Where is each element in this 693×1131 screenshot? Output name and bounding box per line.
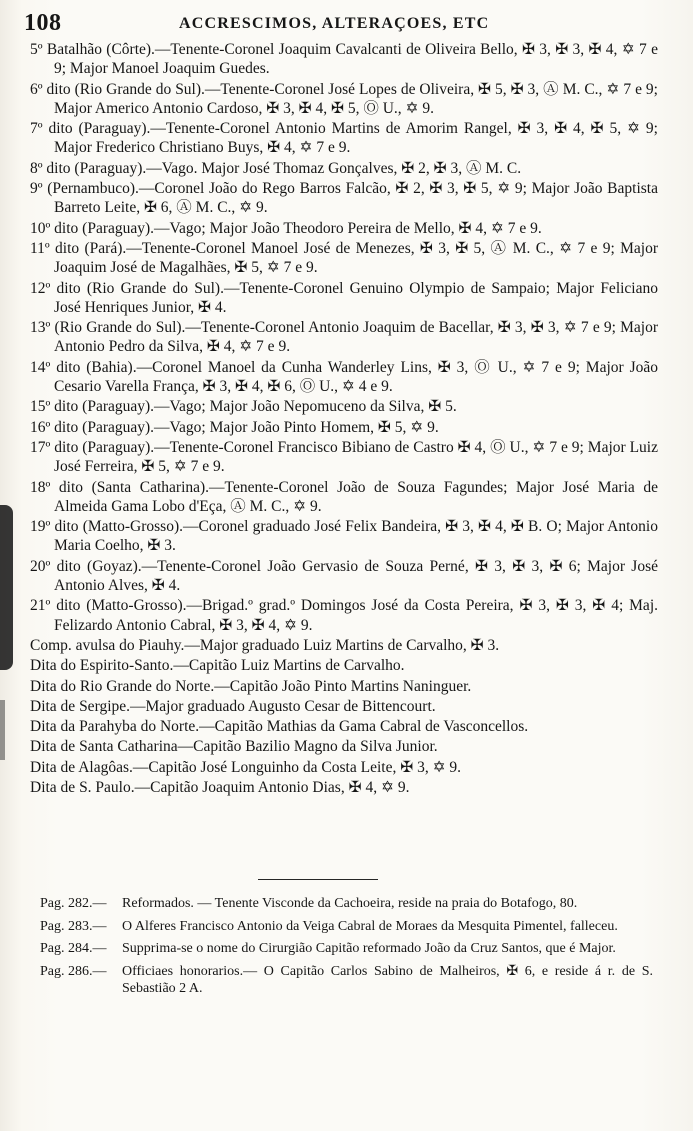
entry-battalion-19: 19º dito (Matto-Grosso).—Coronel graduado José Felix Bandeira, ✠ 3, ✠ 4, ✠ B. O; Major Antonio Maria Coelho, ✠ 3.	[30, 518, 658, 555]
note-page-286	[40, 963, 653, 998]
page-notes	[40, 895, 653, 1003]
running-title: ACCRESCIMOS, ALTERAÇOES, ETC	[179, 15, 490, 32]
entry-battalion-20: 20º dito (Goyaz).—Tenente-Coronel João Gervasio de Souza Perné, ✠ 3, ✠ 3, ✠ 6; Major José Antonio Alves, ✠ 4.	[30, 557, 658, 595]
entry-battalion-15: 15º dito (Paraguay).—Vago; Major João Nepomuceno da Silva, ✠ 5.	[30, 398, 457, 416]
entry-battalion-9: 9º (Pernambuco).—Coronel João do Rego Barros Falcão, ✠ 2, ✠ 3, ✠ 5, ✡ 9; Major João Baptista Barreto Leite, ✠ 6, Ⓐ M. C., ✡ 9.	[30, 180, 658, 217]
note-reference: Pag. 284.—	[40, 941, 107, 956]
entry-company-alagoas: Dita de Alagôas.—Capitão José Longuinho da Costa Leite, ✠ 3, ✡ 9.	[30, 758, 462, 776]
entry-company-parahyba: Dita da Parahyba do Norte.—Capitão Mathias da Gama Cabral de Vasconcellos.	[30, 718, 529, 736]
note-page-284	[40, 940, 653, 958]
page-header	[24, 10, 664, 40]
entry-battalion-16: 16º dito (Paraguay).—Vago; Major João Pinto Homem, ✠ 5, ✡ 9.	[30, 418, 439, 436]
section-divider	[258, 879, 378, 880]
entry-battalion-10: 10º dito (Paraguay).—Vago; Major João Theodoro Pereira de Mello, ✠ 4, ✡ 7 e 9.	[30, 219, 542, 237]
entry-company-santa-catharina: Dita de Santa Catharina—Capitão Bazilio Magno da Silva Junior.	[30, 738, 438, 756]
page-edge-stain	[0, 505, 13, 670]
note-text: Supprima-se o nome do Cirurgião Capitão reformado João da Cruz Santos, que é Major.	[122, 941, 616, 956]
entry-battalion-6: 6º dito (Rio Grande do Sul).—Tenente-Coronel José Lopes de Oliveira, ✠ 5, ✠ 3, Ⓐ M. C., ✡ 7 e 9; Major Americo Antonio Cardoso, ✠ 3, ✠ 4, ✠ 5, Ⓞ U., ✡ 9.	[30, 80, 658, 117]
entry-battalion-7: 7º dito (Paraguay).—Tenente-Coronel Antonio Martins de Amorim Rangel, ✠ 3, ✠ 4, ✠ 5, ✡ 9; Major Frederico Christiano Buys, ✠ 4, ✡ 7 e 9.	[30, 120, 658, 157]
entry-company-piauhy: Comp. avulsa do Piauhy.—Major graduado Luiz Martins de Carvalho, ✠ 3.	[30, 636, 500, 654]
entry-company-espirito-santo: Dita do Espirito-Santo.—Capitão Luiz Martins de Carvalho.	[30, 657, 405, 675]
note-text: Officiaes honorarios.— O Capitão Carlos Sabino de Malheiros, ✠ 6, e reside á r. de S. Sebastião 2 A.	[122, 963, 653, 996]
note-page-282	[40, 895, 653, 913]
entry-battalion-21: 21º dito (Matto-Grosso).—Brigad.º grad.º Domingos José da Costa Pereira, ✠ 3, ✠ 3, ✠ 4; Maj. Felizardo Antonio Cabral, ✠ 3, ✠ 4, ✡ 9.	[30, 597, 658, 634]
entry-company-sao-paulo: Dita de S. Paulo.—Capitão Joaquim Antonio Dias, ✠ 4, ✡ 9.	[30, 778, 410, 796]
note-text: Reformados. — Tenente Visconde da Cachoeira, reside na praia do Botafogo, 80.	[122, 896, 578, 911]
entry-battalion-14: 14º dito (Bahia).—Coronel Manoel da Cunha Wanderley Lins, ✠ 3, Ⓞ U., ✡ 7 e 9; Major João Cesario Varella França, ✠ 3, ✠ 4, ✠ 6, Ⓞ U., ✡ 4 e 9.	[30, 358, 658, 396]
entry-battalion-8: 8º dito (Paraguay).—Vago. Major José Thomaz Gonçalves, ✠ 2, ✠ 3, Ⓐ M. C.	[30, 159, 522, 177]
entry-battalion-11: 11º dito (Pará).—Tenente-Coronel Manoel José de Menezes, ✠ 3, ✠ 5, Ⓐ M. C., ✡ 7 e 9; Major Joaquim José de Magalhães, ✠ 5, ✡ 7 e 9.	[30, 239, 658, 277]
note-reference: Pag. 286.—	[40, 963, 107, 979]
note-reference: Pag. 282.—	[40, 896, 107, 911]
entry-company-rio-grande-norte: Dita do Rio Grande do Norte.—Capitão João Pinto Martins Naninguer.	[30, 677, 472, 695]
note-reference: Pag. 283.—	[40, 918, 107, 934]
note-page-283	[40, 918, 653, 936]
entry-battalion-12: 12º dito (Rio Grande do Sul).—Tenente-Coronel Genuino Olympio de Sampaio; Major Feliciano José Henriques Junior, ✠ 4.	[30, 279, 658, 316]
entry-company-sergipe: Dita de Sergipe.—Major graduado Augusto Cesar de Bittencourt.	[30, 697, 436, 715]
entry-battalion-17: 17º dito (Paraguay).—Tenente-Coronel Francisco Bibiano de Castro ✠ 4, Ⓞ U., ✡ 7 e 9; Major Luiz José Ferreira, ✠ 5, ✡ 7 e 9.	[30, 438, 658, 476]
page-number: 108	[24, 10, 62, 36]
entry-battalion-5: 5º Batalhão (Côrte).—Tenente-Coronel Joaquim Cavalcanti de Oliveira Bello, ✠ 3, ✠ 3, ✠ 4, ✡ 7 e 9; Major Manoel Joaquim Guedes.	[30, 41, 658, 78]
battalion-list	[30, 40, 658, 878]
entry-battalion-18: 18º dito (Santa Catharina).—Tenente-Coronel João de Souza Fagundes; Major José Maria de Almeida Gama Lobo d'Eça, Ⓐ M. C., ✡ 9.	[30, 478, 658, 515]
entry-battalion-13: 13º (Rio Grande do Sul).—Tenente-Coronel Antonio Joaquim de Bacellar, ✠ 3, ✠ 3, ✡ 7 e 9; Major Antonio Pedro da Silva, ✠ 4, ✡ 7 e 9.	[30, 319, 658, 356]
note-text: O Alferes Francisco Antonio da Veiga Cabral de Moraes da Mesquita Pimentel, falleceu.	[122, 918, 618, 934]
page-edge-shadow	[0, 700, 5, 760]
